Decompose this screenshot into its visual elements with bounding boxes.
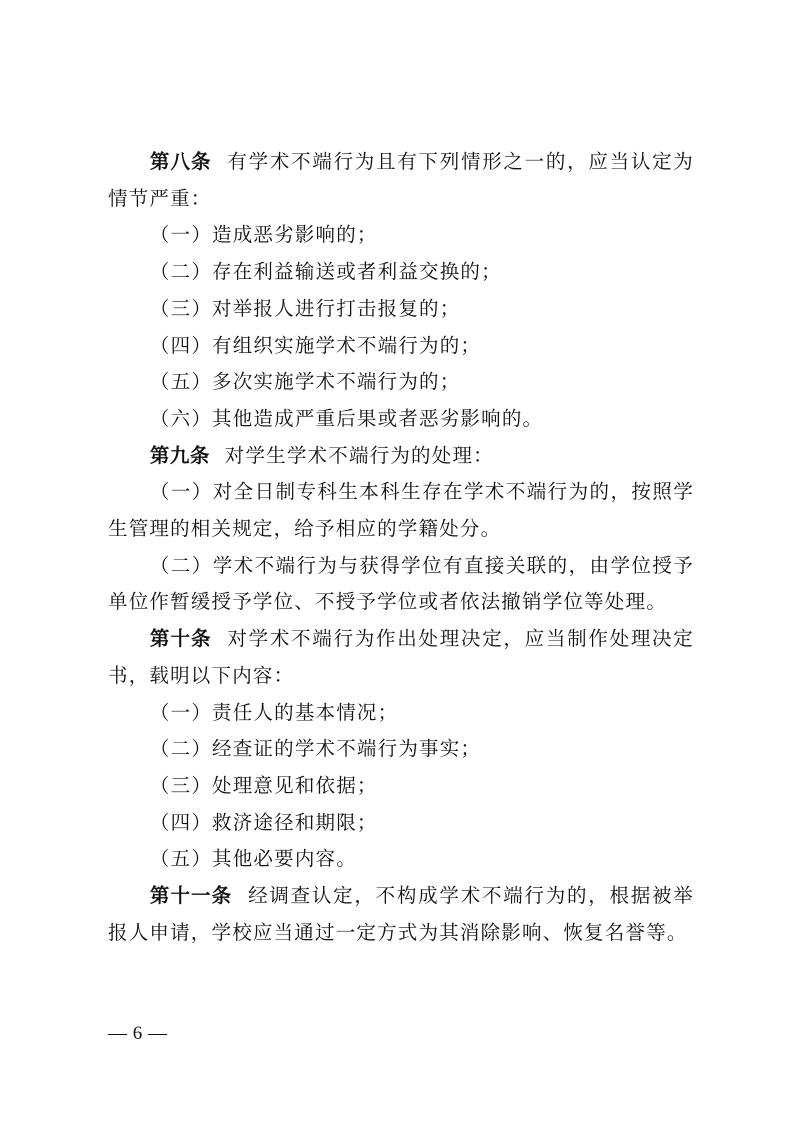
article-8-text: 有学术不端行为且有下列情形之一的，应当认定为情节严重： [108,150,694,210]
article-10-item-5: （五）其他必要内容。 [149,847,357,871]
article-8-item-6: （六）其他造成严重后果或者恶劣影响的。 [149,406,544,430]
article-8-item-2: （二）存在利益输送或者利益交换的； [149,260,502,284]
article-8-heading: 第八条 [149,150,212,173]
article-10-item-3: （三）处理意见和依据； [149,773,378,797]
article-9-paragraph [108,438,694,475]
article-10-item-4: （四）救济途径和期限； [149,810,378,834]
article-10-item-1: （一）责任人的基本情况； [149,700,399,724]
article-9-heading: 第九条 [149,443,210,467]
document-body [108,144,694,951]
page-number: — 6 — [108,1023,168,1044]
article-11-text: 经调查认定，不构成学术不端行为的，根据被举报人申请，学校应当通过一定方式为其消除影响、恢复名誉等。 [108,884,694,944]
article-9-text: 对学生学术不端行为的处理： [224,443,494,467]
article-9-item-1: （一）对全日制专科生本科生存在学术不端行为的，按照学生管理的相关规定，给予相应的学籍处分。 [108,480,694,541]
article-10-item-2: （二）经查证的学术不端行为事实； [149,737,482,761]
article-11-heading: 第十一条 [149,884,233,908]
article-10-paragraph [108,621,694,694]
article-8-item-1: （一）造成恶劣影响的； [149,223,378,247]
article-10-heading: 第十条 [149,627,212,651]
article-11-paragraph [108,878,694,951]
article-8-paragraph [108,144,694,217]
article-10-text: 对学术不端行为作出处理决定，应当制作处理决定书，载明以下内容： [108,627,694,687]
article-9-item-2: （二）学术不端行为与获得学位有直接关联的，由学位授予单位作暂缓授予学位、不授予学位或者依法撤销学位等处理。 [108,553,694,614]
article-8-item-5: （五）多次实施学术不端行为的； [149,370,461,394]
article-8-item-3: （三）对举报人进行打击报复的； [149,296,461,320]
article-8-item-4: （四）有组织实施学术不端行为的； [149,333,482,357]
